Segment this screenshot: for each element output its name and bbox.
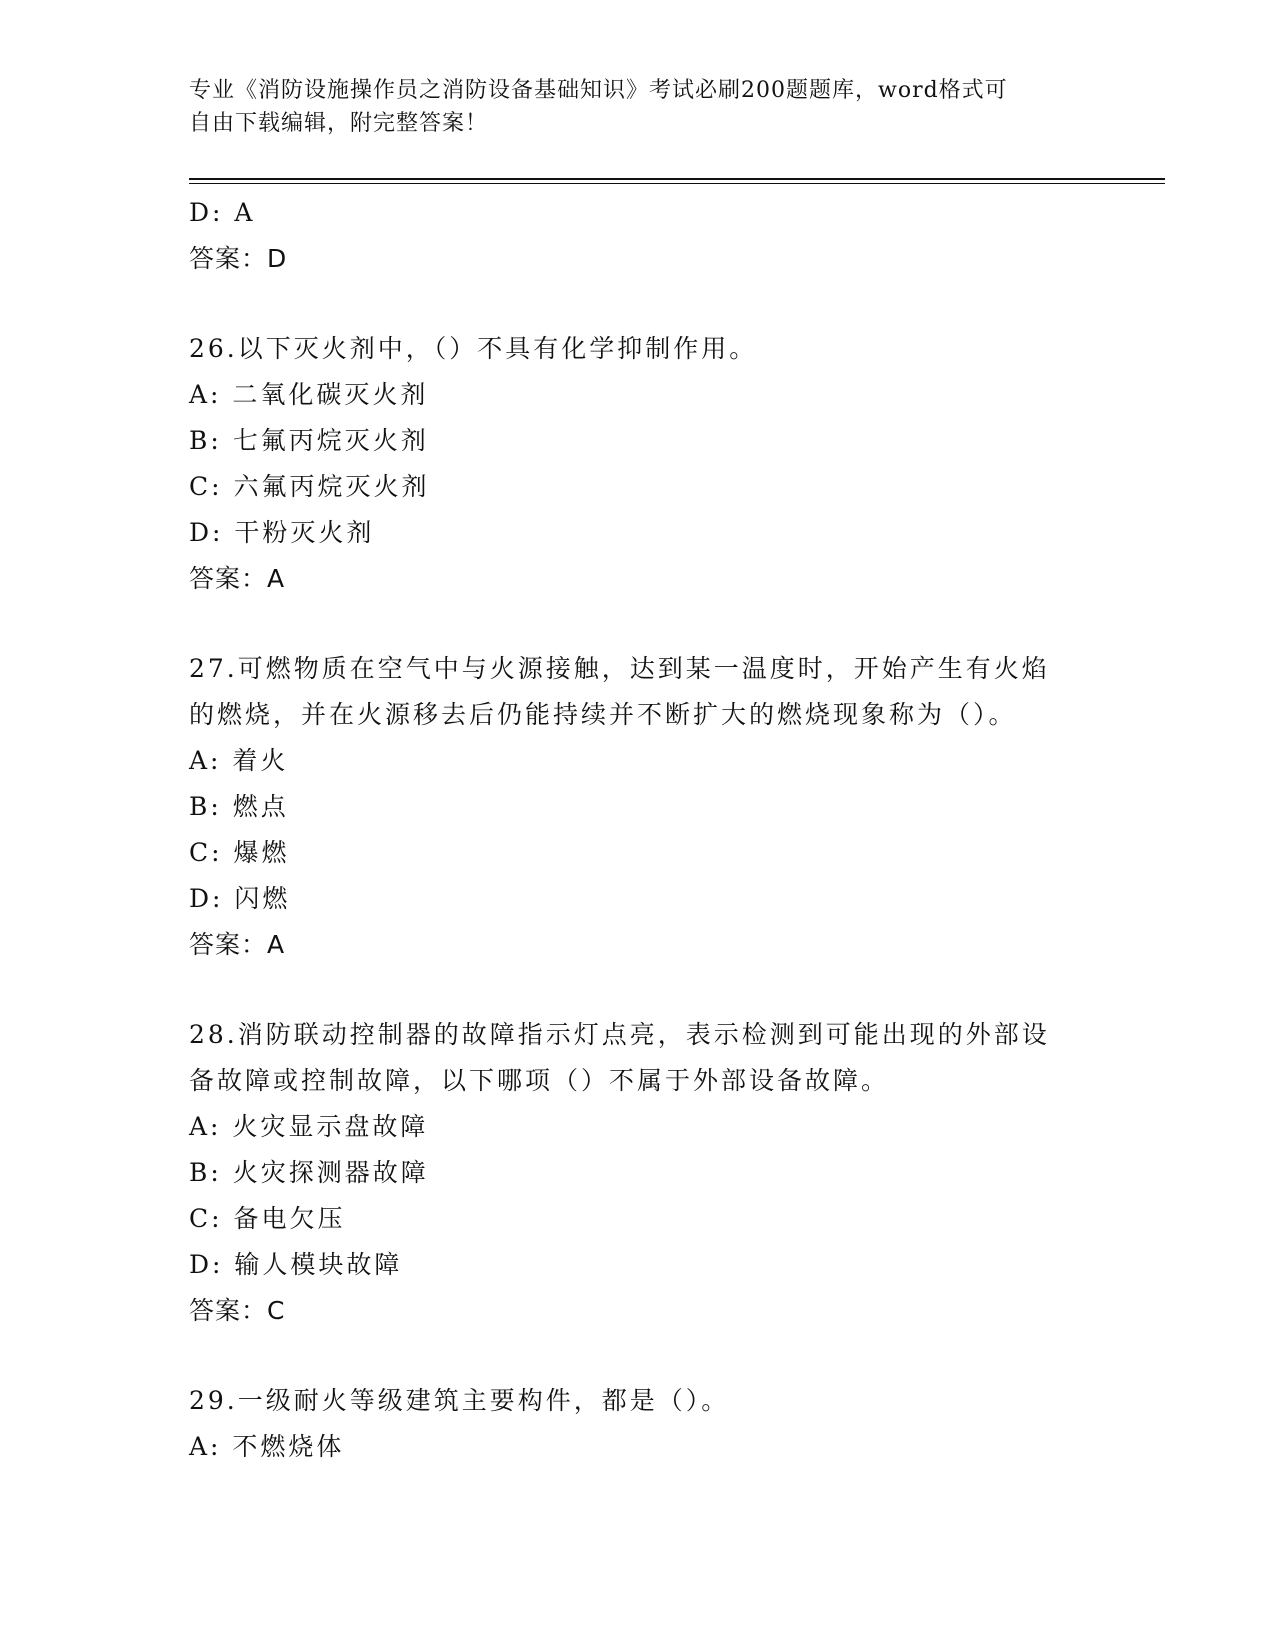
question-text: 26.以下灭火剂中，（）不具有化学抑制作用。 [189,334,758,363]
prev-option-d: D: A [189,198,256,227]
answer: 答案：C [189,1296,286,1325]
question-text-line-1: 27.可燃物质在空气中与火源接触，达到某一温度时，开始产生有火焰 [189,654,1050,683]
option-d: D: 输人模块故障 [189,1250,403,1279]
option-a: A: 火灾显示盘故障 [189,1112,429,1141]
option-a: A: 着火 [189,746,289,775]
question-text-line-2: 的燃烧，并在火源移去后仍能持续并不断扩大的燃烧现象称为（）。 [189,700,1017,729]
document-header [189,74,1089,140]
answer: 答案：A [189,564,286,593]
option-b: B: 火灾探测器故障 [189,1158,429,1187]
question-text-line-2: 备故障或控制故障，以下哪项（）不属于外部设备故障。 [189,1066,890,1095]
option-c: C: 六氟丙烷灭火剂 [189,472,430,501]
option-b: B: 燃点 [189,792,289,821]
question-26 [189,326,1089,602]
header-divider-thin [189,183,1165,184]
question-list [189,190,1089,1470]
header-divider-thick [189,178,1165,180]
question-text-line-1: 28.消防联动控制器的故障指示灯点亮，表示检测到可能出现的外部设 [189,1020,1050,1049]
question-text: 29.一级耐火等级建筑主要构件，都是（）。 [189,1386,730,1415]
option-d: D: 闪燃 [189,884,291,913]
header-title-line-2: 自由下载编辑，附完整答案！ [189,111,489,136]
question-27 [189,646,1089,968]
header-title-line-1: 专业《消防设施操作员之消防设备基础知识》考试必刷200题题库，word格式可 [189,78,1008,103]
question-29 [189,1378,1089,1470]
answer: 答案：A [189,930,286,959]
question-28 [189,1012,1089,1334]
option-c: C: 爆燃 [189,838,290,867]
option-c: C: 备电欠压 [189,1204,346,1233]
prev-answer: 答案：D [189,244,288,273]
option-d: D: 干粉灭火剂 [189,518,375,547]
option-a: A: 二氧化碳灭火剂 [189,380,429,409]
option-b: B: 七氟丙烷灭火剂 [189,426,429,455]
option-a: A: 不燃烧体 [189,1432,345,1461]
